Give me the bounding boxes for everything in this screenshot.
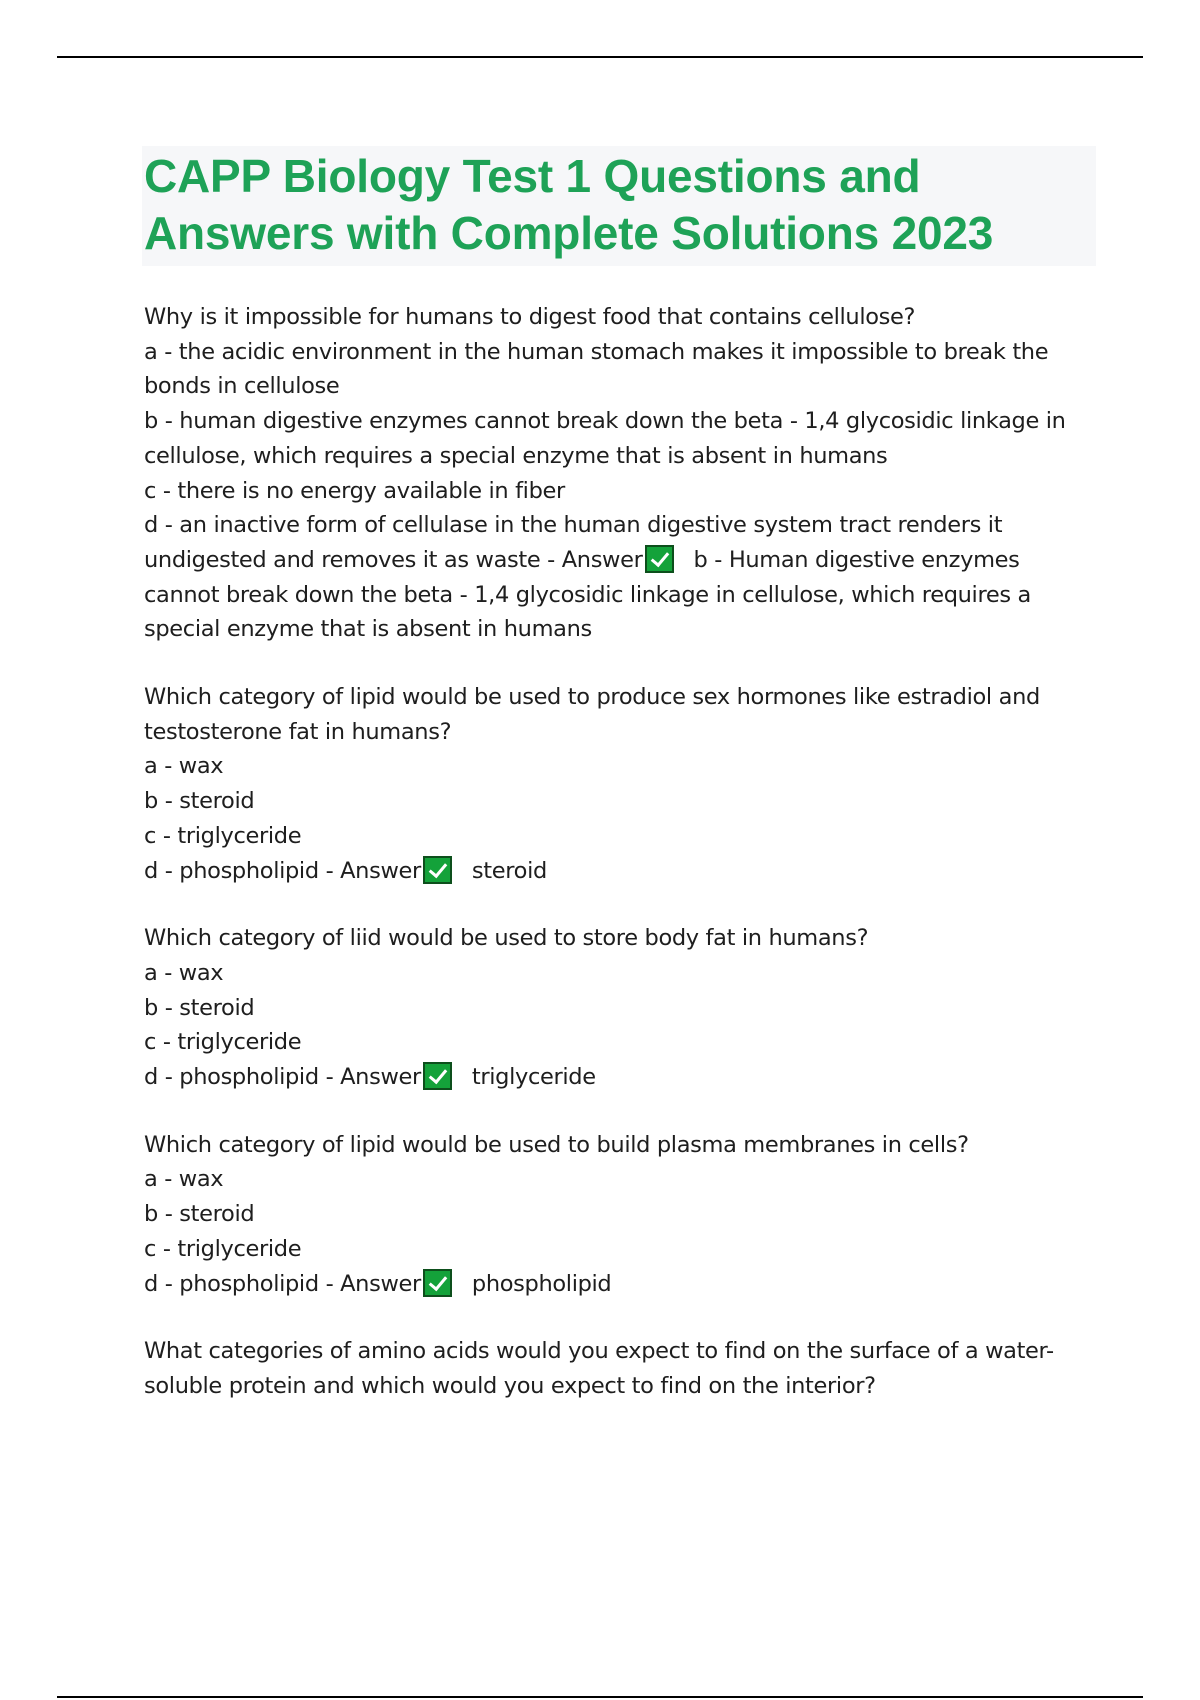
option-c: c - triglyceride: [144, 1029, 302, 1056]
option-c: c - there is no energy available in fiber: [144, 477, 565, 504]
title-banner: [142, 146, 1096, 266]
option-b: b - steroid: [144, 994, 255, 1021]
option-a: a - the acidic environment in the human stomach makes it impossible to break the bonds in cellulose: [144, 338, 1049, 400]
question-list: [144, 300, 1096, 1404]
option-a: a - wax: [144, 1166, 224, 1193]
check-mark-icon: [645, 545, 674, 573]
check-mark-icon: [423, 1062, 452, 1090]
document-body: [144, 146, 1096, 1437]
question-text: Which category of lipid would be used to build plasma membranes in cells?: [144, 1131, 969, 1158]
option-b: b - human digestive enzymes cannot break down the beta - 1,4 glycosidic linkage in cellulose, which requires a special enzyme that is absent in humans: [144, 408, 1066, 469]
option-d: d - phospholipid - Answer: [144, 857, 421, 884]
option-c: c - triglyceride: [144, 1235, 302, 1262]
answer-text: triglyceride: [471, 1064, 596, 1091]
option-b: b - steroid: [144, 788, 255, 815]
question-item-2: [144, 680, 1096, 888]
question-item-5: [144, 1334, 1096, 1403]
question-text: Which category of lipid would be used to produce sex hormones like estradiol and testosterone fat in humans?: [144, 684, 1040, 745]
question-text: Why is it impossible for humans to digest food that contains cellulose?: [144, 304, 916, 330]
answer-text: b - Human digestive enzymes cannot break down the beta - 1,4 glycosidic linkage in cellulose, which requires a special enzyme that is absent in humans: [144, 546, 1031, 643]
option-d: d - an inactive form of cellulase in the human digestive system tract renders it undigested and removes it as waste - Answer: [144, 512, 1003, 573]
option-a: a - wax: [144, 959, 224, 986]
option-d-with-answer: [144, 854, 1096, 889]
answer-text: phospholipid: [471, 1270, 612, 1297]
question-item-1: [144, 300, 1096, 647]
header-rule: [57, 56, 1143, 58]
answer-text: steroid: [471, 857, 547, 884]
check-mark-icon: [423, 1269, 452, 1297]
option-d-with-answer: [144, 508, 1096, 647]
footer-rule: [57, 1696, 1143, 1698]
option-c: c - triglyceride: [144, 822, 302, 849]
option-d: d - phospholipid - Answer: [144, 1270, 421, 1297]
option-d-with-answer: [144, 1267, 1096, 1302]
option-b: b - steroid: [144, 1201, 255, 1228]
option-d: d - phospholipid - Answer: [144, 1064, 421, 1091]
question-text: What categories of amino acids would you expect to find on the surface of a water-soluble protein and which would you expect to find on the interior?: [144, 1338, 1054, 1399]
question-item-4: [144, 1128, 1096, 1302]
document-title: CAPP Biology Test 1 Questions and Answers with Complete Solutions 2023: [144, 150, 994, 259]
question-text: Which category of liid would be used to store body fat in humans?: [144, 925, 869, 952]
question-item-3: [144, 921, 1096, 1095]
check-mark-icon: [423, 856, 452, 884]
option-d-with-answer: [144, 1060, 1096, 1095]
option-a: a - wax: [144, 753, 224, 780]
